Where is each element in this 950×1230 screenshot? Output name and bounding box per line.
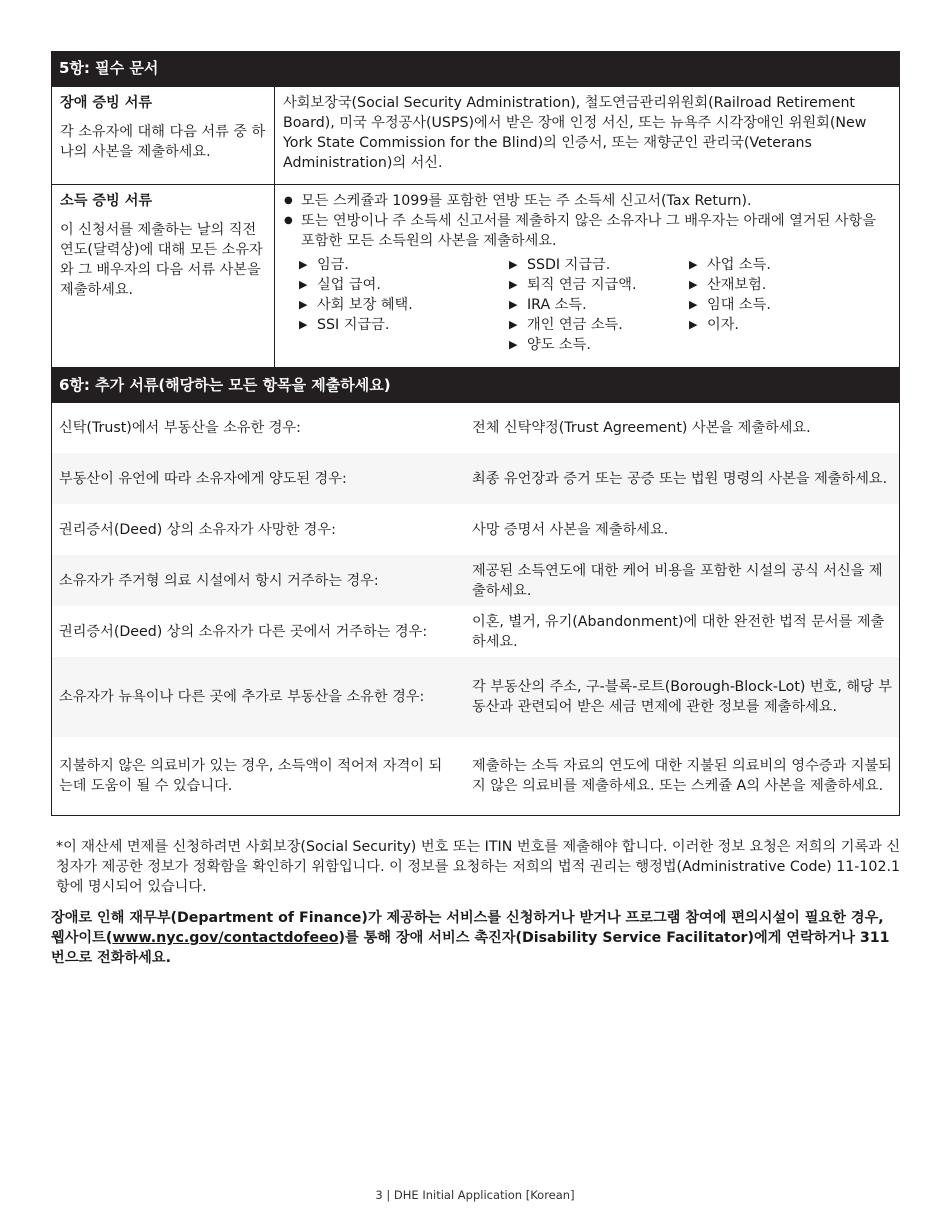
- income-source-item: ▶ 퇴직 연금 지급액.: [509, 275, 689, 295]
- section6-row: [52, 737, 899, 815]
- income-source-item: ▶ 산재보험.: [689, 275, 891, 295]
- section6-condition: 지불하지 않은 의료비가 있는 경우, 소득액이 적어져 자격이 되는데 도움이 될 수 있습니다.: [59, 758, 443, 794]
- section6-row: [52, 606, 899, 657]
- section6-condition: 소유자가 뉴욕이나 다른 곳에 추가로 부동산을 소유한 경우:: [59, 689, 425, 705]
- income-source-item: ▶ 임대 소득.: [689, 295, 891, 315]
- form-page: [51, 51, 900, 816]
- income-bullet: ● 모든 스케쥴과 1099를 포함한 연방 또는 주 소득세 신고서(Tax Return).: [283, 191, 891, 211]
- section6-condition: 소유자가 주거형 의료 시설에서 항시 거주하는 경우:: [59, 572, 379, 589]
- contact-link[interactable]: www.nyc.gov/contactdofeeo: [112, 930, 339, 946]
- section5-header: 5항: 필수 문서: [51, 51, 900, 86]
- accessibility-note: [51, 908, 901, 968]
- income-bullet: ● 또는 연방이나 주 소득세 신고서를 제출하지 않은 소유자나 그 배우자는 아래에 열거된 사항을 포함한 모든 소득원의 사본을 제출하세요.: [283, 211, 891, 251]
- section6-requirement: 전체 신탁약정(Trust Agreement) 사본을 제출하세요.: [472, 420, 811, 436]
- income-source-item: ▶ 개인 연금 소득.: [509, 315, 689, 335]
- notes: [51, 837, 901, 968]
- income-source-column: [509, 255, 689, 355]
- section6-row: [52, 504, 899, 555]
- income-source-item: ▶ 사업 소득.: [689, 255, 891, 275]
- income-source-column: [689, 255, 891, 355]
- income-source-item: ▶ 임금.: [299, 255, 509, 275]
- disability-row: [52, 87, 900, 185]
- income-source-item: ▶ 양도 소득.: [509, 335, 689, 355]
- income-row: [52, 185, 900, 368]
- disability-desc: 각 소유자에 대해 다음 서류 중 하나의 사본을 제출하세요.: [60, 124, 266, 160]
- section6-row: [52, 453, 899, 504]
- section5-table: [51, 86, 900, 368]
- section6-requirement: 최종 유언장과 증거 또는 공증 또는 법원 명령의 사본을 제출하세요.: [472, 470, 888, 487]
- section6-row: [52, 403, 899, 453]
- section6-requirement: 제공된 소득연도에 대한 케어 비용을 포함한 시설의 공식 서신을 제출하세요.: [472, 562, 883, 599]
- income-label-cell: [52, 185, 275, 368]
- income-source-list: [283, 255, 891, 355]
- disability-content: 사회보장국(Social Security Administration), 철도연금관리위원회(Railroad Retirement Board), 미국 우정공사(USPS)에서 받은 장애 인정 서신, 또는 뉴욕주 시각장애인 위원회(New York State Commission for the Blind)의 인증서, 또는 재향군인 관리국(Veterans Administration)의 서신.: [275, 87, 900, 185]
- accessibility-text: 장애로 인해 재무부(Department of Finance)가 제공하는 서비스를 신청하거나 받거나 프로그램 참여에 편의시설이 필요한 경우, 웹사이트(: [51, 910, 884, 946]
- accessibility-text: )를 통해 장애 서비스 촉진자(Disability Service Facilitator)에게 연락하거나 311번으로 전화하세요.: [51, 930, 890, 966]
- disability-title: 장애 증빙 서류: [60, 95, 153, 111]
- section6-row: [52, 657, 899, 737]
- income-source-item: ▶ 이자.: [689, 315, 891, 335]
- income-source-item: ▶ SSDI 지급금.: [509, 255, 689, 275]
- privacy-note: *이 재산세 면제를 신청하려면 사회보장(Social Security) 번호 또는 ITIN 번호를 제출해야 합니다. 이러한 정보 요청은 저희의 기록과 신청자가 제공한 정보가 정확함을 확인하기 위함입니다. 이 정보를 요청하는 저희의 법적 권리는 행정법(Administrative Code) 11-102.1항에 명시되어 있습니다.: [56, 839, 901, 895]
- section6-requirement: 제출하는 소득 자료의 연도에 대한 지불된 의료비의 영수증과 지불되지 않은 의료비를 제출하세요. 또는 스케쥴 A의 사본을 제출하세요.: [472, 758, 892, 794]
- income-source-column: [299, 255, 509, 355]
- section6-requirement: 각 부동산의 주소, 구-블록-로트(Borough-Block-Lot) 번호, 해당 부동산과 관련되어 받은 세금 면제에 관한 정보를 제출하세요.: [472, 679, 892, 715]
- income-source-item: ▶ 사회 보장 혜택.: [299, 295, 509, 315]
- income-source-item: ▶ 실업 급여.: [299, 275, 509, 295]
- income-title: 소득 증빙 서류: [60, 193, 153, 209]
- page-footer: 3 | DHE Initial Application [Korean]: [375, 1188, 575, 1202]
- disability-label-cell: [52, 87, 275, 185]
- income-source-item: ▶ IRA 소득.: [509, 295, 689, 315]
- income-source-item: ▶ SSI 지급금.: [299, 315, 509, 335]
- income-desc: 이 신청서를 제출하는 날의 직전 연도(달력상)에 대해 모든 소유자와 그 배우자의 다음 서류 사본을 제출하세요.: [60, 222, 263, 298]
- section6-requirement: 사망 증명서 사본을 제출하세요.: [472, 521, 669, 538]
- section6-condition: 부동산이 유언에 따라 소유자에게 양도된 경우:: [59, 470, 347, 487]
- income-content: [275, 185, 900, 368]
- section6-header: 6항: 추가 서류(해당하는 모든 항목을 제출하세요): [51, 368, 900, 403]
- section6-condition: 신탁(Trust)에서 부동산을 소유한 경우:: [59, 420, 301, 436]
- section6-condition: 권리증서(Deed) 상의 소유자가 다른 곳에서 거주하는 경우:: [59, 623, 428, 640]
- section6-row: [52, 555, 899, 606]
- section6-table: [51, 403, 900, 816]
- section6-condition: 권리증서(Deed) 상의 소유자가 사망한 경우:: [59, 521, 336, 538]
- section6-requirement: 이혼, 별거, 유기(Abandonment)에 대한 완전한 법적 문서를 제출하세요.: [472, 613, 885, 650]
